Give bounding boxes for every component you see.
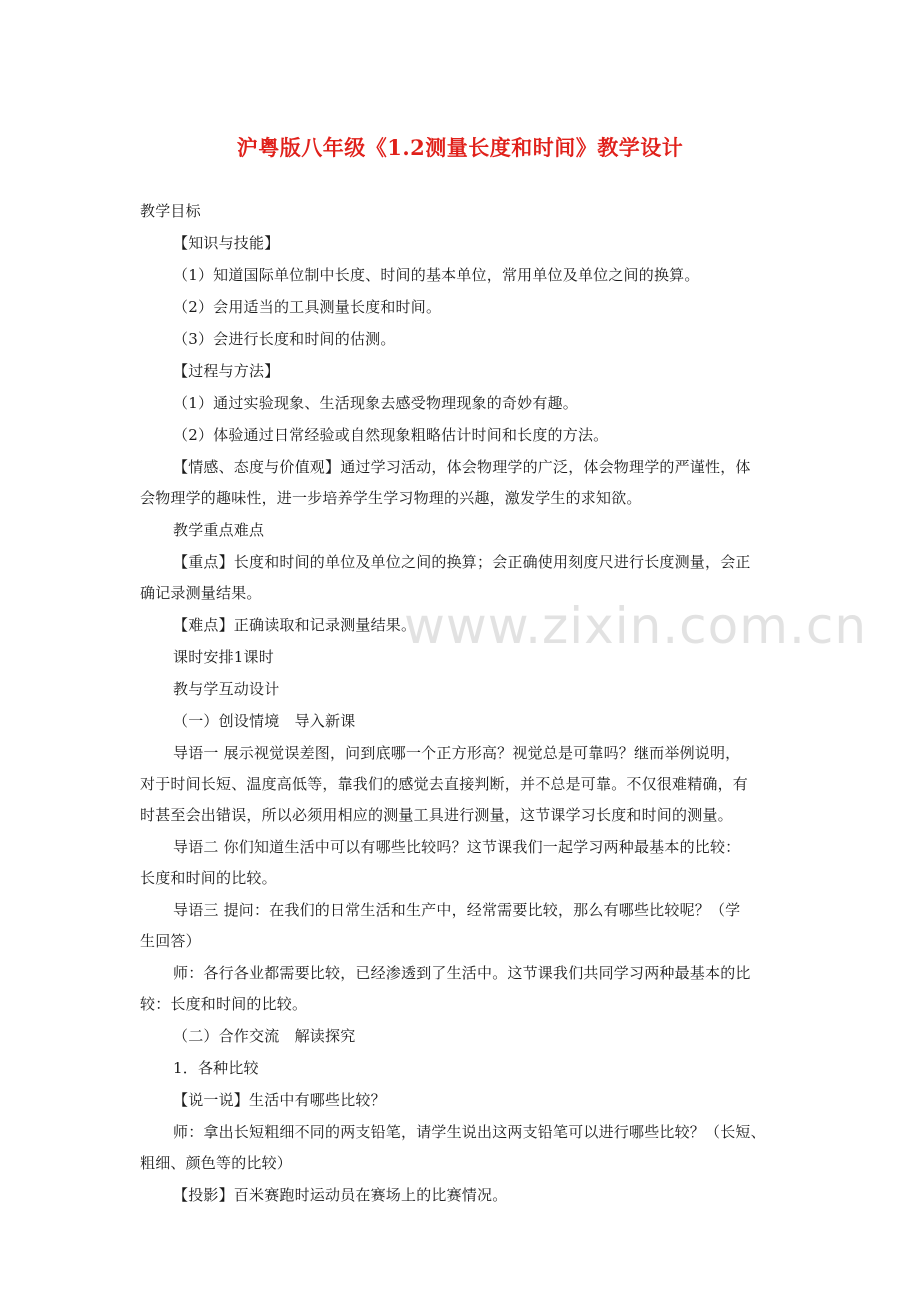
difficulty-line: 【难点】正确读取和记录测量结果。 bbox=[173, 616, 417, 634]
goal-item: （1）知道国际单位制中长度、时间的基本单位，常用单位及单位之间的换算。 bbox=[173, 266, 700, 284]
projection-line: 【投影】百米赛跑时运动员在赛场上的比赛情况。 bbox=[173, 1186, 508, 1204]
document-title: 沪粤版八年级《1.2测量长度和时间》教学设计 bbox=[236, 135, 684, 160]
item-heading-comparisons: 1．各种比较 bbox=[173, 1059, 259, 1077]
schedule-line: 课时安排1课时 bbox=[173, 648, 274, 666]
goal-item: （3）会进行长度和时间的估测。 bbox=[173, 330, 396, 348]
goal-item: （2）体验通过日常经验或自然现象粗略估计时间和长度的方法。 bbox=[173, 426, 609, 444]
paragraph-teacher-2: 师：拿出长短粗细不同的两支铅笔，请学生说出这两支铅笔可以进行哪些比较？（长短、 粗细、颜色等的比较） bbox=[140, 1123, 766, 1172]
paragraph-guide-2: 导语二 你们知道生活中可以有哪些比较吗？这节课我们一起学习两种最基本的比较： 长度和时间的比较。 bbox=[140, 838, 741, 887]
goal-item: （2）会用适当的工具测量长度和时间。 bbox=[173, 298, 442, 316]
watermark: www.zixin.com.cn bbox=[404, 597, 868, 655]
paragraph-guide-3: 导语三 提问：在我们的日常生活和生产中，经常需要比较，那么有哪些比较呢？（学 生回答） bbox=[140, 901, 741, 950]
heading-process-method: 【过程与方法】 bbox=[173, 362, 280, 380]
say-prompt: 【说一说】生活中有哪些比较？ bbox=[173, 1091, 386, 1109]
paragraph-key-point: 【重点】长度和时间的单位及单位之间的换算；会正确使用刻度尺进行长度测量，会正 确记录测量结果。 bbox=[140, 553, 751, 602]
document-body bbox=[140, 200, 780, 1216]
section-heading-1: （一）创设情境 导入新课 bbox=[173, 712, 356, 730]
heading-knowledge-skills: 【知识与技能】 bbox=[173, 234, 280, 252]
heading-key-points: 教学重点难点 bbox=[173, 521, 265, 539]
goal-item: （1）通过实验现象、生活现象去感受物理现象的奇妙有趣。 bbox=[173, 394, 578, 412]
paragraph-emotion-attitude: 【情感、态度与价值观】通过学习活动，体会物理学的广泛，体会物理学的严谨性，体 会物理学的趣味性，进一步培养学生学习物理的兴趣，激发学生的求知欲。 bbox=[140, 458, 751, 507]
paragraph-teacher-1: 师：各行各业都需要比较，已经渗透到了生活中。这节课我们共同学习两种最基本的比 较：长度和时间的比较。 bbox=[140, 964, 751, 1013]
heading-teaching-goals: 教学目标 bbox=[140, 202, 201, 220]
section-heading-2: （二）合作交流 解读探究 bbox=[173, 1027, 356, 1045]
paragraph-guide-1: 导语一 展示视觉误差图，问到底哪一个正方形高？视觉总是可靠吗？继而举例说明， 对于时间长短、温度高低等，靠我们的感觉去直接判断，并不总是可靠。不仅很难精确，有 时甚至会出错误，所以必须用相应的测量工具进行测量，这节课学习长度和时间的测量。 bbox=[140, 744, 749, 824]
heading-interaction-design: 教与学互动设计 bbox=[173, 680, 280, 698]
